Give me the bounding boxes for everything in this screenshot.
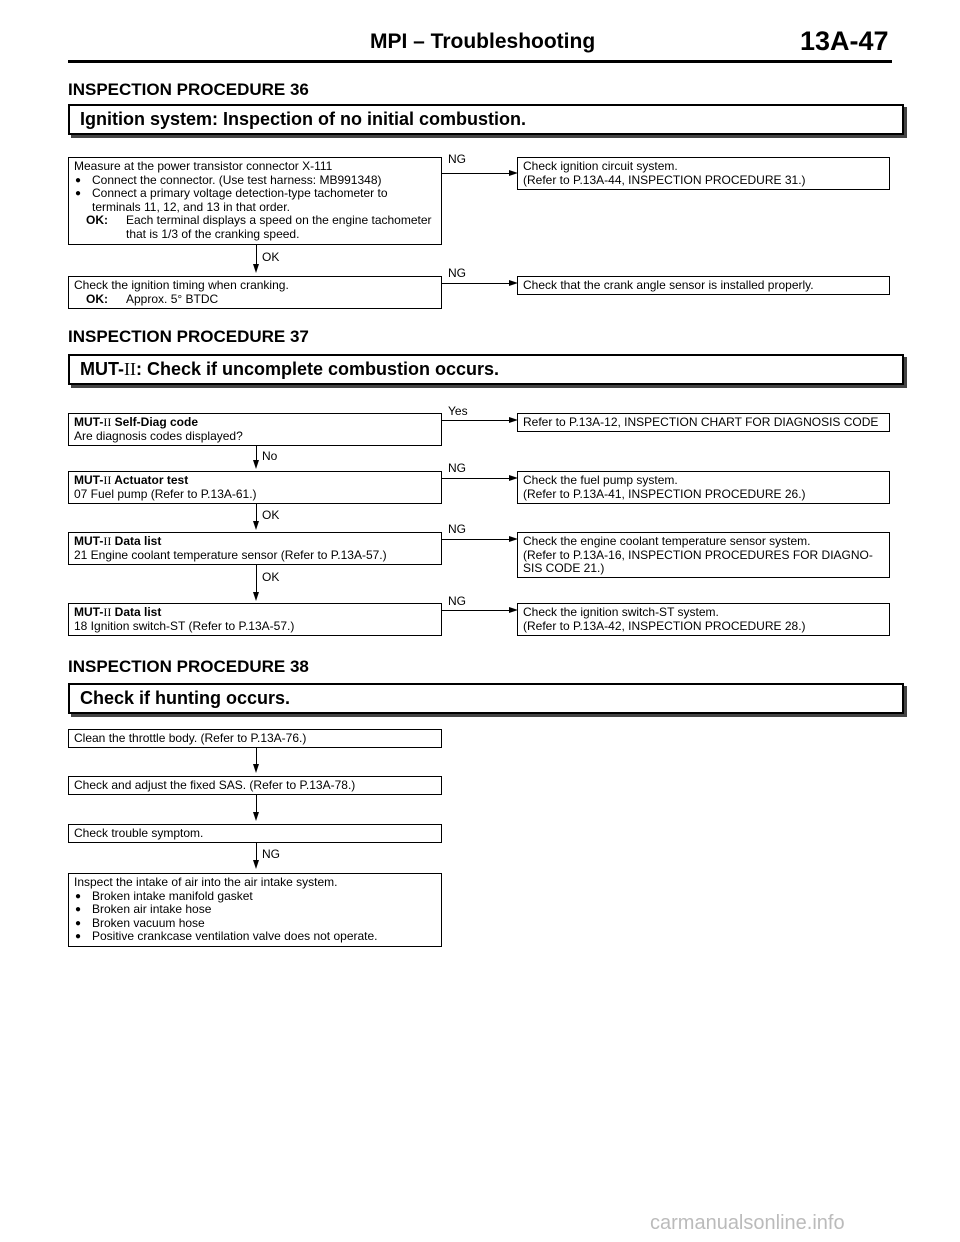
p37-result-coolant-sensor	[517, 532, 890, 578]
ok-key: OK:	[86, 291, 108, 306]
mut-roman: II	[103, 473, 112, 487]
procedure-38-title: INSPECTION PROCEDURE 38	[68, 657, 309, 676]
procedure-37-banner	[68, 354, 904, 385]
mut-prefix: MUT-	[74, 605, 104, 619]
connector-line	[256, 565, 257, 593]
mut-prefix: MUT-	[74, 415, 104, 429]
p37-step-data-list-ignition	[68, 603, 442, 636]
step-heading	[74, 535, 436, 549]
p37-step-actuator-test	[68, 471, 442, 504]
connector-line	[442, 173, 510, 174]
connector-line	[256, 245, 257, 265]
step-heading-text: Data list	[111, 605, 162, 619]
arrow-down-icon	[253, 812, 259, 821]
connector-line	[256, 843, 257, 861]
p36-step1-line: Measure at the power transistor connector X-111	[74, 159, 333, 173]
result-line: (Refer to P.13A-41, INSPECTION PROCEDURE 26.)	[523, 486, 806, 501]
header-rule	[68, 60, 892, 63]
step-heading	[74, 474, 436, 488]
bullet-item: ● Broken vacuum hose	[74, 917, 436, 931]
step-line: Inspect the intake of air into the air intake system.	[74, 875, 338, 889]
p37-result-fuel-pump	[517, 471, 890, 504]
connector-line	[256, 748, 257, 765]
p37-step-self-diag	[68, 413, 442, 446]
step-line: Are diagnosis codes displayed?	[74, 428, 243, 443]
arrow-down-icon	[253, 521, 259, 530]
p38-step-inspect-intake	[68, 873, 442, 947]
p37-ng-label-3: NG	[448, 522, 466, 536]
bullet-item: ● Broken air intake hose	[74, 903, 436, 917]
result-line: Check the engine coolant temperature sensor system.	[523, 534, 811, 548]
p36-result-ignition-circuit	[517, 157, 890, 190]
result-line: (Refer to P.13A-16, INSPECTION PROCEDURES FOR DIAGNO-	[523, 547, 873, 562]
bullet-item: ● Positive crankcase ventilation valve does not operate.	[74, 930, 436, 944]
step-line: 21 Engine coolant temperature sensor (Refer to P.13A-57.)	[74, 547, 387, 562]
connector-line	[256, 504, 257, 522]
ok-key: OK:	[86, 213, 108, 227]
p38-step-clean-throttle: Clean the throttle body. (Refer to P.13A-76.)	[68, 729, 442, 748]
p38-step-check-symptom: Check trouble symptom.	[68, 824, 442, 843]
connector-line	[442, 539, 510, 540]
connector-line	[256, 795, 257, 813]
result-line: SIS CODE 21.)	[523, 561, 605, 575]
p37-step-data-list-coolant	[68, 532, 442, 565]
p37-ok-label-3: OK	[262, 570, 280, 584]
connector-line	[442, 610, 510, 611]
step-line: Check the ignition timing when cranking.	[74, 278, 289, 292]
connector-line	[442, 478, 510, 479]
arrow-down-icon	[253, 860, 259, 869]
p36-ng-label-2: NG	[448, 266, 466, 280]
connector-line	[256, 446, 257, 461]
mut-roman: II	[103, 605, 112, 619]
mut-prefix: MUT-	[74, 534, 104, 548]
result-line: Check the ignition switch-ST system.	[523, 605, 719, 619]
p36-step1-bullet-1: ● Connect the connector. (Use test harness: MB991348)	[74, 174, 436, 188]
ok-text: Approx. 5° BTDC	[126, 291, 219, 306]
p36-step1-bullet-2: ● Connect a primary voltage detection-type tachometer to terminals 11, 12, and 13 in that order.	[74, 187, 436, 214]
step-heading-text: Actuator test	[111, 473, 189, 487]
procedure-36-title: INSPECTION PROCEDURE 36	[68, 80, 309, 99]
connector-line	[442, 283, 510, 284]
banner-roman: II	[124, 359, 136, 379]
page-header-title: MPI – Troubleshooting	[370, 30, 596, 53]
p36-step2-ok	[74, 293, 436, 307]
result-line: Check ignition circuit system.	[523, 159, 678, 173]
p37-yes-label: Yes	[448, 404, 468, 418]
result-line: (Refer to P.13A-42, INSPECTION PROCEDURE 28.)	[523, 618, 806, 633]
step-heading-text: Data list	[111, 534, 162, 548]
p36-ok-label: OK	[262, 250, 280, 264]
mut-roman: II	[103, 534, 112, 548]
step-heading-text: Self-Diag code	[111, 415, 199, 429]
p37-ok-label-2: OK	[262, 508, 280, 522]
p36-step-power-transistor	[68, 157, 442, 245]
banner-text: : Check if uncomplete combustion occurs.	[136, 359, 500, 379]
p38-ng-label: NG	[262, 847, 280, 861]
arrow-down-icon	[253, 592, 259, 601]
p37-result-ignition-switch	[517, 603, 890, 636]
p37-result-diag-chart: Refer to P.13A-12, INSPECTION CHART FOR DIAGNOSIS CODE	[517, 413, 890, 432]
result-line: (Refer to P.13A-44, INSPECTION PROCEDURE 31.)	[523, 172, 806, 187]
step-heading	[74, 416, 436, 430]
p36-result-crank-sensor: Check that the crank angle sensor is installed properly.	[517, 276, 890, 295]
p36-ng-label-1: NG	[448, 152, 466, 166]
bullet-item: ● Broken intake manifold gasket	[74, 890, 436, 904]
mut-prefix: MUT-	[74, 473, 104, 487]
connector-line	[442, 420, 510, 421]
ok-text: Each terminal displays a speed on the engine tachometer that is 1/3 of the cranking speed.	[126, 213, 432, 241]
procedure-38-banner: Check if hunting occurs.	[68, 683, 904, 714]
p37-ng-label-2: NG	[448, 461, 466, 475]
procedure-36-banner: Ignition system: Inspection of no initial combustion.	[68, 104, 904, 135]
arrow-down-icon	[253, 764, 259, 773]
p36-step1-ok	[74, 214, 436, 241]
p37-ng-label-4: NG	[448, 594, 466, 608]
step-heading	[74, 606, 436, 620]
p36-step-ignition-timing	[68, 276, 442, 309]
arrow-down-icon	[253, 264, 259, 273]
p37-no-label: No	[262, 449, 278, 463]
step-line: 18 Ignition switch-ST (Refer to P.13A-57.)	[74, 618, 295, 633]
page-number: 13A-47	[800, 26, 889, 56]
mut-roman: II	[103, 415, 112, 429]
arrow-down-icon	[253, 460, 259, 469]
result-line: Check the fuel pump system.	[523, 473, 678, 487]
p38-step-adjust-sas: Check and adjust the fixed SAS. (Refer to P.13A-78.)	[68, 776, 442, 795]
procedure-37-title: INSPECTION PROCEDURE 37	[68, 327, 309, 346]
watermark: carmanualsonline.info	[650, 1212, 845, 1234]
banner-text: MUT-	[80, 359, 124, 379]
step-line: 07 Fuel pump (Refer to P.13A-61.)	[74, 486, 257, 501]
